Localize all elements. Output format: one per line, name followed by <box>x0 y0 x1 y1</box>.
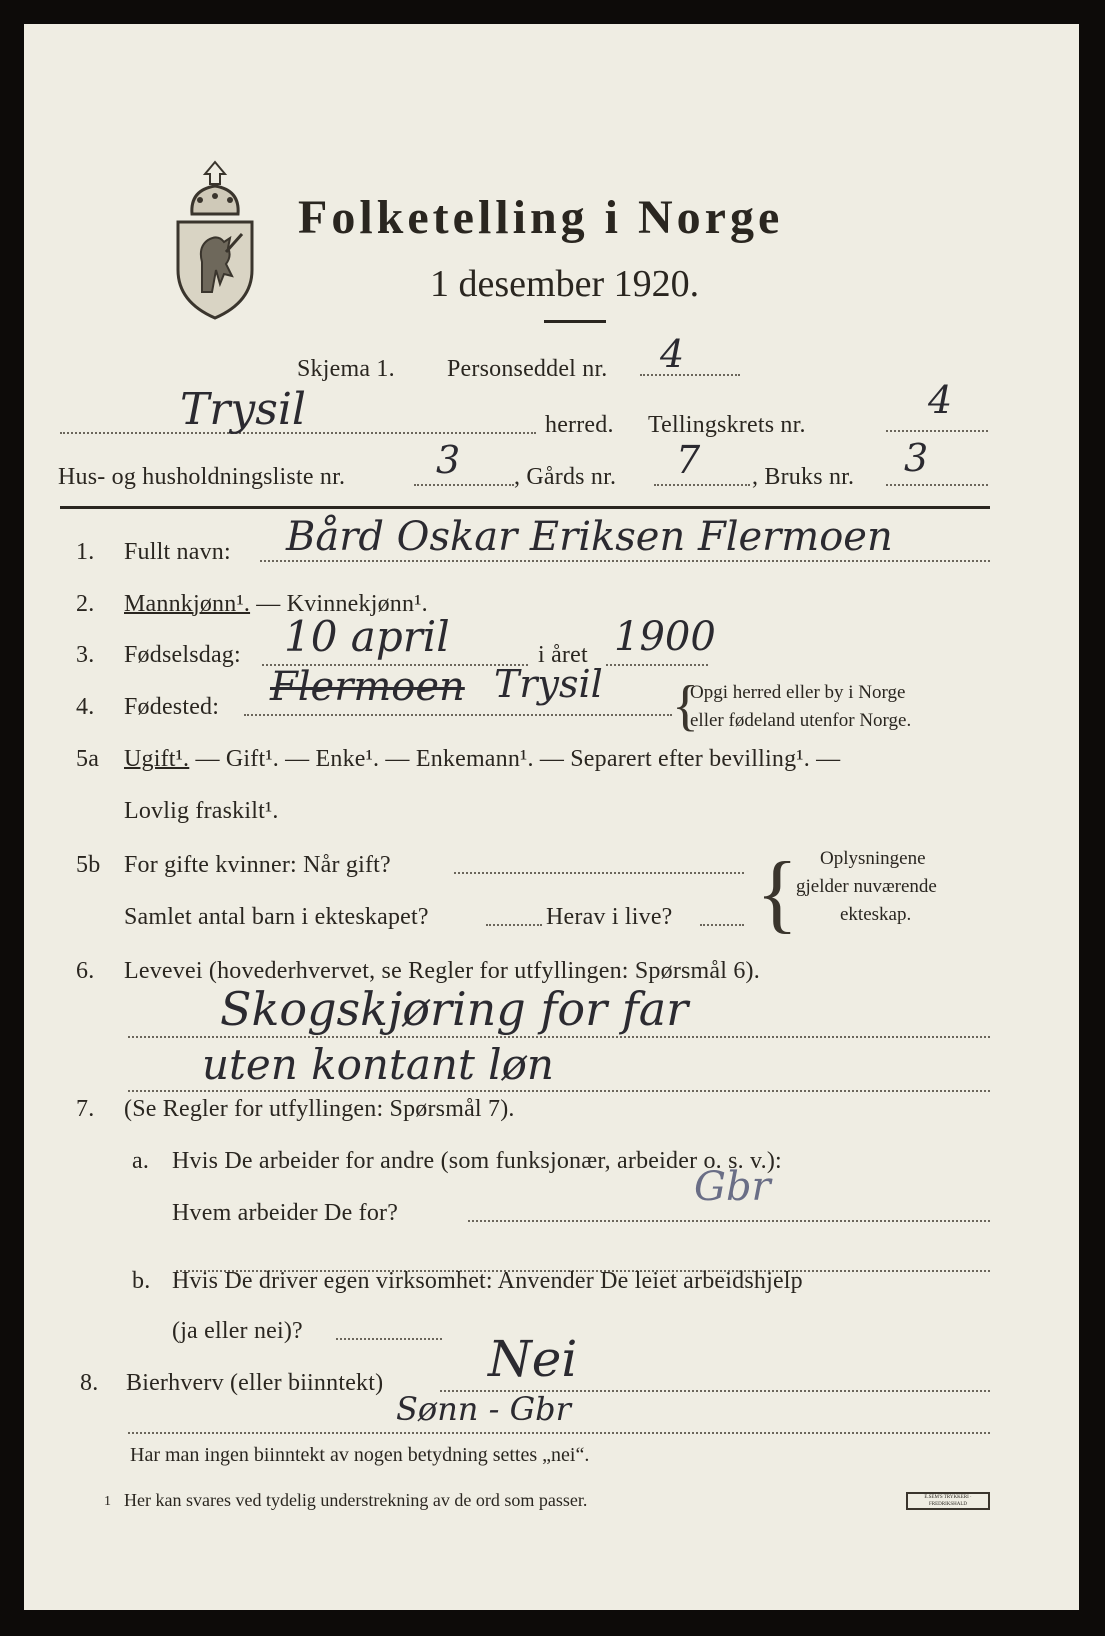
q5b-married-line[interactable] <box>454 872 744 874</box>
gards-label: , Gårds nr. <box>514 464 617 490</box>
skjema-label: Skjema 1. <box>297 356 395 382</box>
q4-number: 4. <box>76 694 95 720</box>
q1-number: 1. <box>76 539 95 565</box>
q7b-letter: b. <box>132 1268 151 1294</box>
form-title: Folketelling i Norge <box>298 191 784 244</box>
q7a-employer[interactable]: Gbr <box>694 1164 771 1210</box>
footnote-text: Her kan svares ved tydelig understrekning av de ord som passer. <box>124 1490 588 1510</box>
personseddel-label: Personseddel nr. <box>447 356 608 382</box>
gards-line <box>654 484 750 486</box>
q2-number: 2. <box>76 591 95 617</box>
q6-label: Levevei (hovederhvervet, se Regler for utfyllingen: Spørsmål 6). <box>124 958 760 984</box>
q7b-line[interactable] <box>336 1338 442 1340</box>
printer-stamp: E.SEM'S TRYKKERI · FREDRIKSHALD <box>906 1492 990 1510</box>
q4-birthplace-struck: Flermoen <box>270 664 465 710</box>
tellingskrets-label: Tellingskrets nr. <box>648 412 806 438</box>
q5b-note-3: ekteskap. <box>840 904 912 925</box>
hus-value[interactable]: 3 <box>436 438 461 482</box>
census-form <box>24 24 1079 1610</box>
herred-label: herred. <box>545 412 614 438</box>
q5a-other-options[interactable]: — Gift¹. — Enke¹. — Enkemann¹. — Separert efter bevilling¹. — <box>189 746 841 772</box>
q6-number: 6. <box>76 958 95 984</box>
q5b-brace: { <box>756 845 799 942</box>
q5b-children-line[interactable] <box>486 924 542 926</box>
q3-birthday[interactable]: 10 april <box>284 612 450 661</box>
q7b-label: Hvis De driver egen virksomhet: Anvender De leiet arbeidshjelp <box>172 1268 803 1294</box>
q7a-letter: a. <box>132 1148 150 1174</box>
title-divider <box>544 320 606 323</box>
footnote-number: 1 <box>104 1494 111 1509</box>
q4-note-2: eller fødeland utenfor Norge. <box>690 710 912 731</box>
q8-note: Har man ingen biinntekt av nogen betydning settes „nei“. <box>130 1444 590 1466</box>
hus-label: Hus- og husholdningsliste nr. <box>58 464 346 490</box>
q6-occupation-2[interactable]: uten kontant løn <box>202 1040 554 1089</box>
herred-value[interactable]: Trysil <box>180 384 306 435</box>
q5b-married-label: For gifte kvinner: Når gift? <box>124 852 391 878</box>
q6-line-2 <box>128 1090 990 1092</box>
q5b-alive-label: Herav i live? <box>546 904 673 930</box>
q4-brace: { <box>672 675 699 737</box>
q3-number: 3. <box>76 642 95 668</box>
q5b-note-1: Oplysningene <box>820 848 926 869</box>
q5a-ugift[interactable]: Ugift¹. <box>124 746 190 772</box>
bruks-label: , Bruks nr. <box>752 464 855 490</box>
q3-year-label: i året <box>538 642 588 668</box>
q7-label: (Se Regler for utfyllingen: Spørsmål 7). <box>124 1096 515 1122</box>
q5a-line2[interactable]: Lovlig fraskilt¹. <box>124 798 279 824</box>
q1-line <box>260 560 990 562</box>
q8-value-2[interactable]: Sønn - Gbr <box>396 1390 571 1428</box>
q8-label: Bierhverv (eller biinntekt) <box>126 1370 384 1396</box>
hus-line <box>414 484 514 486</box>
q5a-number: 5a <box>76 746 100 772</box>
q5b-note-2: gjelder nuværende <box>796 876 937 897</box>
personseddel-line <box>640 374 740 376</box>
q6-occupation-1[interactable]: Skogskjøring for far <box>220 982 689 1036</box>
q2-kvinnekjonn[interactable]: Kvinnekjønn¹. <box>286 591 428 617</box>
q7a-employer-label: Hvem arbeider De for? <box>172 1200 399 1226</box>
gards-value[interactable]: 7 <box>676 438 701 482</box>
tellingskrets-line <box>886 430 988 432</box>
personseddel-value[interactable]: 4 <box>660 332 685 376</box>
q4-note-1: Opgi herred eller by i Norge <box>690 682 906 703</box>
q2-separator: — <box>250 591 287 617</box>
q3-year[interactable]: 1900 <box>614 614 716 660</box>
q4-line <box>244 714 672 716</box>
q5b-number: 5b <box>76 852 101 878</box>
q4-label: Fødested: <box>124 694 220 720</box>
q4-birthplace[interactable]: Trysil <box>494 662 603 706</box>
q7a-line-1 <box>468 1220 990 1222</box>
bruks-line <box>886 484 988 486</box>
q5a-status <box>124 746 840 773</box>
form-date: 1 desember 1920. <box>430 263 700 305</box>
q6-line-1 <box>128 1036 990 1038</box>
q1-full-name[interactable]: Bård Oskar Eriksen Flermoen <box>286 514 893 560</box>
q8-line-2 <box>128 1432 990 1434</box>
header-rule <box>60 506 990 509</box>
q5b-children-label: Samlet antal barn i ekteskapet? <box>124 904 429 930</box>
q7-number: 7. <box>76 1096 95 1122</box>
q7a-label: Hvis De arbeider for andre (som funksjonær, arbeider o. s. v.): <box>172 1148 782 1174</box>
q8-number: 8. <box>80 1370 99 1396</box>
bruks-value[interactable]: 3 <box>904 436 929 480</box>
q7b-yes-no-label: (ja eller nei)? <box>172 1318 303 1344</box>
q3-label: Fødselsdag: <box>124 642 241 668</box>
q1-label: Fullt navn: <box>124 539 231 565</box>
tellingskrets-value[interactable]: 4 <box>928 378 953 422</box>
q8-value-1[interactable]: Nei <box>488 1330 578 1388</box>
q3-year-line <box>606 664 708 666</box>
norwegian-coat-of-arms-icon <box>172 152 258 322</box>
q2-mannkjonn[interactable]: Mannkjønn¹. <box>124 591 251 617</box>
q5b-alive-line[interactable] <box>700 924 744 926</box>
